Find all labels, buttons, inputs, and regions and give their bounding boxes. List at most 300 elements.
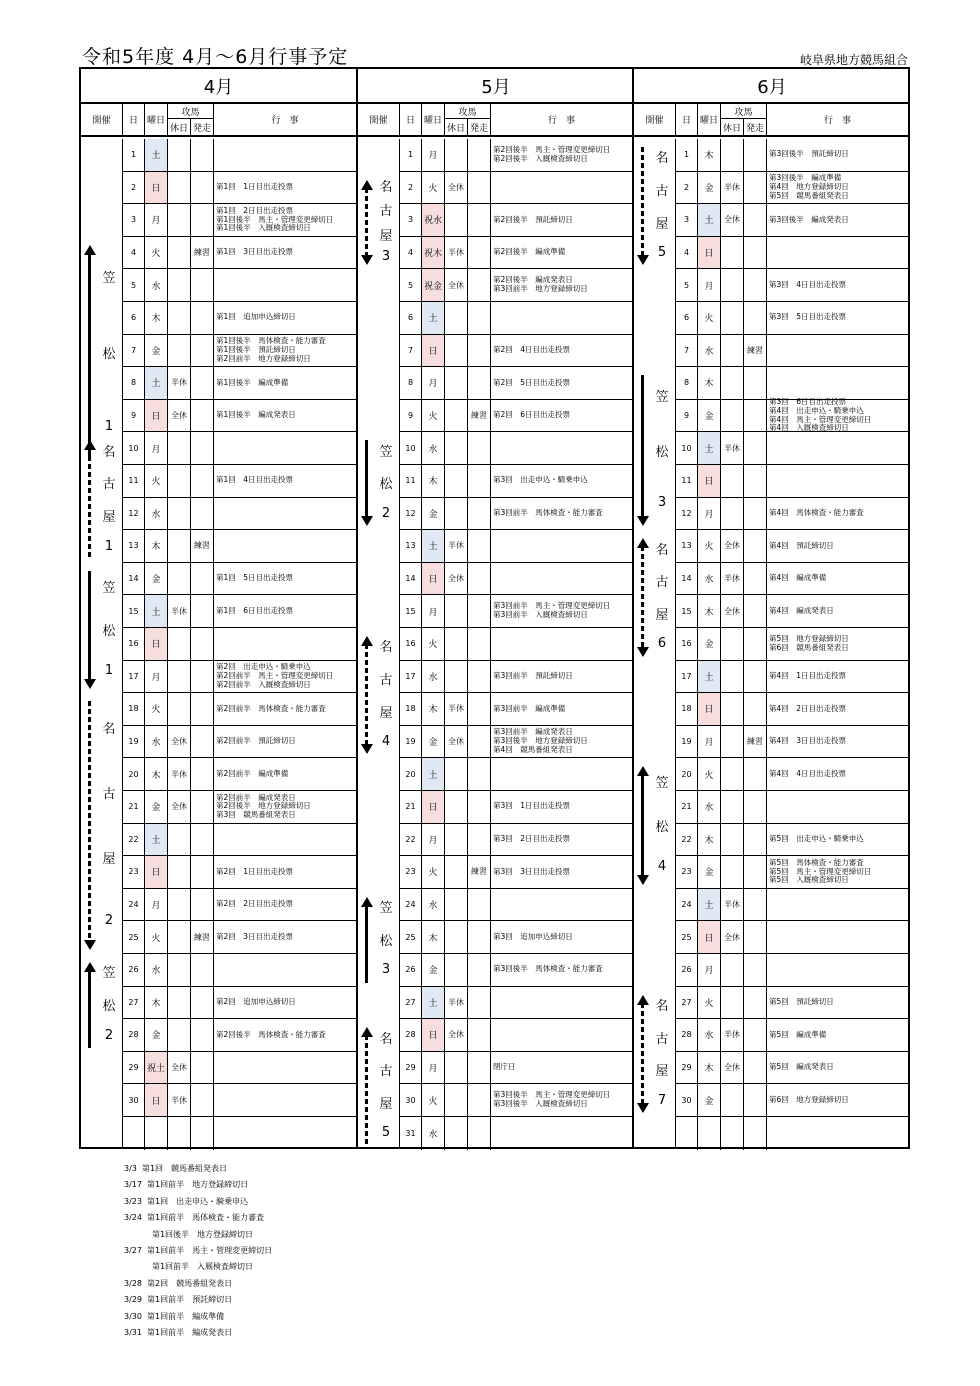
koba-kyujitsu: [721, 856, 744, 888]
schedule-row: [123, 302, 356, 335]
koba-hassou: [468, 335, 491, 367]
month-block: [81, 69, 356, 1147]
koba-kyujitsu: [721, 465, 744, 497]
schedule-row: [400, 498, 634, 531]
koba-hassou: [744, 302, 767, 334]
event-text: [767, 335, 910, 367]
koba-kyujitsu: 半休: [445, 237, 468, 269]
weekday: 日: [145, 172, 168, 204]
day-number: 17: [123, 661, 145, 693]
day-number: 8: [400, 367, 422, 399]
koba-kyujitsu: 全休: [721, 595, 744, 627]
event-text: 第5回 預託締切日: [769, 996, 834, 1006]
event-text: 第1回 3日目出走投票: [216, 247, 294, 257]
kaisai-label-char: 名: [102, 721, 116, 737]
weekday: 土: [422, 302, 445, 334]
event-text: 第3回 出走申込・騎乗申込: [493, 475, 588, 485]
schedule-row: [123, 954, 356, 987]
arrow-down-icon: [84, 940, 96, 950]
day-number: 14: [676, 563, 698, 595]
note-line: 3/30 第1回前半 編成準備: [124, 1311, 225, 1321]
day-number: 11: [676, 465, 698, 497]
day-number: 16: [676, 628, 698, 660]
koba-kyujitsu: [168, 856, 191, 888]
event-text: 第1回 6日目出走投票: [216, 605, 294, 615]
month-block: [356, 69, 634, 1147]
koba-kyujitsu: 半休: [445, 693, 468, 725]
schedule-row: [400, 367, 634, 400]
header-weekday: 曜日: [698, 104, 721, 135]
note-line: 第1回前半 入厩検査締切日: [124, 1262, 254, 1272]
schedule-row: [676, 172, 910, 205]
day-number: 7: [676, 335, 698, 367]
day-number: 5: [676, 269, 698, 301]
weekday: 水: [145, 726, 168, 758]
day-number: 9: [123, 400, 145, 432]
day-number: 25: [400, 921, 422, 953]
weekday: 木: [698, 367, 721, 399]
event-text: 第3回 1日目出走投票: [493, 801, 571, 811]
weekday: 火: [698, 758, 721, 790]
kaisai-label-char: 1: [104, 663, 114, 679]
day-number: 7: [400, 335, 422, 367]
schedule-row: [123, 530, 356, 563]
arrow-up-icon: [637, 538, 649, 548]
day-number: 4: [400, 237, 422, 269]
day-number: 24: [676, 889, 698, 921]
koba-hassou: [191, 856, 214, 888]
koba-kyujitsu: [445, 921, 468, 953]
schedule-row: [123, 1117, 356, 1150]
weekday: 日: [422, 1019, 445, 1051]
event-text: [767, 465, 910, 497]
day-number: 12: [123, 498, 145, 530]
koba-hassou: [744, 204, 767, 236]
weekday: 月: [698, 269, 721, 301]
koba-kyujitsu: [168, 693, 191, 725]
kaisai-label-char: 名: [379, 179, 393, 195]
event-text: 第3回後半 編成準備 第4回 地方登録締切日 第5回 競馬番組発表日: [769, 173, 849, 200]
kaisai-label-char: 3: [381, 962, 391, 978]
note-line: 3/27 第1回前半 馬主・管理変更締切日: [124, 1246, 273, 1256]
koba-kyujitsu: [721, 139, 744, 171]
koba-kyujitsu: 半休: [168, 367, 191, 399]
event-text: [491, 758, 634, 790]
day-number: 19: [676, 726, 698, 758]
weekday: 祝木: [422, 237, 445, 269]
weekday: 金: [145, 791, 168, 823]
koba-kyujitsu: 全休: [721, 921, 744, 953]
koba-kyujitsu: 全休: [721, 204, 744, 236]
day-number: 14: [123, 563, 145, 595]
koba-hassou: [744, 595, 767, 627]
weekday: 木: [698, 1052, 721, 1084]
koba-hassou: [191, 367, 214, 399]
day-number: 16: [123, 628, 145, 660]
koba-hassou: [191, 1052, 214, 1084]
kaisai-label-char: 笠: [102, 966, 116, 982]
schedule-row: [676, 758, 910, 791]
weekday: 月: [422, 367, 445, 399]
koba-hassou: [468, 791, 491, 823]
page-title: 令和5年度 4月～6月行事予定: [82, 46, 349, 68]
schedule-row: [676, 595, 910, 628]
day-number: 26: [400, 954, 422, 986]
weekday: 火: [145, 921, 168, 953]
koba-hassou: [191, 335, 214, 367]
event-text: [214, 824, 356, 856]
day-number: 4: [676, 237, 698, 269]
koba-hassou: [468, 530, 491, 562]
koba-kyujitsu: [168, 661, 191, 693]
kaisai-label-char: 笠: [655, 776, 669, 792]
day-number: 9: [676, 400, 698, 432]
kaisai-label-char: 笠: [102, 270, 116, 286]
schedule-row: [676, 791, 910, 824]
kaisai-label-char: 松: [102, 346, 116, 362]
koba-kyujitsu: [445, 302, 468, 334]
schedule-row: [400, 139, 634, 172]
koba-hassou: [191, 563, 214, 595]
note-line: 3/31 第1回前半 編成発表日: [124, 1328, 233, 1338]
kaisai-label-char: 笠: [102, 580, 116, 596]
weekday: 日: [145, 628, 168, 660]
koba-kyujitsu: [721, 987, 744, 1019]
event-text: [767, 889, 910, 921]
event-text: [767, 921, 910, 953]
arrow-down-icon: [637, 255, 649, 265]
event-text: 第2回 出走申込・騎乗申込 第2回前半 馬主・管理変更締切日 第2回前半 入厩検査締切日: [216, 662, 334, 689]
event-text: [767, 791, 910, 823]
schedule-row: [676, 498, 910, 531]
month-block: [632, 69, 910, 1147]
kaisai-label-char: 屋: [102, 852, 116, 868]
schedule-row: [400, 400, 634, 433]
koba-kyujitsu: [168, 530, 191, 562]
header-event: 行 事: [271, 116, 299, 126]
schedule-row: [400, 758, 634, 791]
day-number: 21: [676, 791, 698, 823]
kaisai-label-char: 松: [379, 933, 393, 949]
kaisai-label-char: 笠: [379, 444, 393, 460]
koba-kyujitsu: [168, 1019, 191, 1051]
koba-kyujitsu: [445, 139, 468, 171]
header-koba: 攻馬: [721, 104, 767, 119]
event-text: 第1回 2日目出走投票 第1回後半 馬主・管理変更締切日 第1回後半 入厩検査締切日: [216, 205, 334, 233]
weekday: 金: [698, 856, 721, 888]
weekday: 月: [698, 498, 721, 530]
koba-hassou: [191, 1019, 214, 1051]
kaisai-label-char: 4: [381, 734, 391, 750]
koba-hassou: [468, 139, 491, 171]
koba-kyujitsu: [445, 758, 468, 790]
koba-hassou: [191, 889, 214, 921]
koba-kyujitsu: [721, 1084, 744, 1116]
arrow-up-icon: [84, 962, 96, 972]
weekday: 土: [422, 530, 445, 562]
koba-hassou: [191, 432, 214, 464]
weekday: 金: [145, 1019, 168, 1051]
event-text: 第3回前半 編成準備: [493, 703, 566, 713]
header-weekday: 曜日: [422, 104, 445, 135]
event-text: [214, 1084, 356, 1116]
weekday: 金: [698, 1084, 721, 1116]
day-number: 2: [400, 172, 422, 204]
kaisai-label-char: 屋: [655, 1064, 669, 1080]
weekday: 日: [698, 465, 721, 497]
header-kaisai: 開催: [81, 104, 123, 135]
kaisai-label-char: 屋: [655, 607, 669, 623]
kaisai-label-char: 古: [379, 672, 393, 688]
schedule-row: [676, 921, 910, 954]
event-text: [767, 367, 910, 399]
event-text: 第4回 2日目出走投票: [769, 703, 847, 713]
event-text: 第4回 馬体検査・能力審査: [769, 507, 864, 517]
koba-hassou: 練習: [191, 530, 214, 562]
koba-kyujitsu: 全休: [721, 530, 744, 562]
event-text: 第2回前半 預託締切日: [216, 736, 296, 746]
event-text: [214, 269, 356, 301]
event-text: 第5回 地方登録締切日 第6回 競馬番組発表日: [769, 634, 849, 652]
weekday: 祝水: [422, 204, 445, 236]
event-text: 第4回 編成準備: [769, 573, 827, 583]
event-text: 第5回 編成発表日: [769, 1062, 834, 1072]
weekday: 木: [145, 530, 168, 562]
koba-kyujitsu: 全休: [721, 1052, 744, 1084]
day-number: 26: [123, 954, 145, 986]
event-text: 第3回 2日目出走投票: [493, 833, 571, 843]
event-text: [767, 432, 910, 464]
koba-hassou: [468, 954, 491, 986]
arrow-down-icon: [361, 744, 373, 754]
koba-hassou: [468, 628, 491, 660]
schedule-row: [400, 172, 634, 205]
koba-hassou: [468, 367, 491, 399]
event-text: 第2回 3日目出走投票: [216, 931, 294, 941]
day-number: 3: [400, 204, 422, 236]
header-event: 行 事: [547, 116, 575, 126]
koba-kyujitsu: [721, 954, 744, 986]
schedule-row: [400, 856, 634, 889]
day-number: 26: [676, 954, 698, 986]
kaisai-range-line: [641, 1003, 644, 1105]
schedule-row: [400, 693, 634, 726]
koba-kyujitsu: [445, 400, 468, 432]
kaisai-range-line: [365, 905, 368, 983]
event-text: 第3回前半 預託締切日: [493, 670, 573, 680]
day-number: 13: [123, 530, 145, 562]
koba-hassou: [191, 172, 214, 204]
weekday: 木: [422, 693, 445, 725]
event-text: [214, 432, 356, 464]
day-number: 15: [123, 595, 145, 627]
weekday: 月: [422, 139, 445, 171]
schedule-row: [400, 302, 634, 335]
day-number: 10: [123, 432, 145, 464]
event-text: [767, 1117, 910, 1150]
kaisai-label-char: 松: [379, 477, 393, 493]
koba-hassou: [744, 758, 767, 790]
day-number: 13: [676, 530, 698, 562]
schedule-row: [123, 595, 356, 628]
day-number: 29: [123, 1052, 145, 1084]
schedule-row: [123, 400, 356, 433]
kaisai-label-char: 古: [655, 575, 669, 591]
koba-hassou: [191, 1084, 214, 1116]
schedule-row: [676, 432, 910, 465]
kaisai-label-char: 笠: [379, 901, 393, 917]
organization-name: 岐阜県地方競馬組合: [799, 53, 908, 67]
schedule-row: [123, 367, 356, 400]
schedule-row: [123, 661, 356, 694]
month-name: 6月: [634, 69, 910, 104]
arrow-down-icon: [361, 516, 373, 526]
schedule-row: [400, 204, 634, 237]
weekday: 祝土: [145, 1052, 168, 1084]
day-number: 20: [400, 758, 422, 790]
koba-hassou: [744, 1052, 767, 1084]
event-text: [214, 628, 356, 660]
weekday: 火: [145, 465, 168, 497]
header-hassou: 発走: [468, 119, 491, 135]
kaisai-label-char: 名: [655, 542, 669, 558]
day-number: 31: [400, 1117, 422, 1150]
event-text: 第2回前半 編成準備: [216, 768, 289, 778]
schedule-row: [123, 563, 356, 596]
koba-hassou: [468, 595, 491, 627]
event-text: [491, 987, 634, 1019]
event-text: 第1回後半 編成準備: [216, 377, 289, 387]
day-number: 3: [676, 204, 698, 236]
event-text: [214, 139, 356, 171]
event-text: 第5回 馬体検査・能力審査 第5回 馬主・管理変更締切日 第5回 入厩検査締切日: [769, 857, 872, 885]
event-text: 第4回 編成発表日: [769, 605, 834, 615]
koba-kyujitsu: 全休: [445, 726, 468, 758]
schedule-row: [123, 726, 356, 759]
schedule-row: [676, 465, 910, 498]
event-text: 第2回前半 馬体検査・能力審査: [216, 703, 326, 713]
koba-kyujitsu: [168, 335, 191, 367]
header-day: 日: [400, 104, 422, 135]
koba-kyujitsu: [445, 628, 468, 660]
weekday: 金: [422, 498, 445, 530]
day-number: 29: [400, 1052, 422, 1084]
event-text: 第3回 5日目出走投票: [769, 312, 847, 322]
note-line: 第1回後半 地方登録締切日: [124, 1229, 254, 1239]
koba-kyujitsu: 半休: [721, 432, 744, 464]
event-text: 第2回 2日目出走投票: [216, 899, 294, 909]
arrow-up-icon: [637, 766, 649, 776]
weekday: 月: [422, 595, 445, 627]
event-text: 第2回後半 預託締切日: [493, 214, 573, 224]
koba-hassou: [191, 595, 214, 627]
schedule-row: [123, 921, 356, 954]
day-number: 25: [676, 921, 698, 953]
weekday: 土: [698, 432, 721, 464]
weekday: 土: [145, 139, 168, 171]
day-number: 15: [400, 595, 422, 627]
koba-hassou: [468, 302, 491, 334]
kaisai-label-char: 屋: [379, 1096, 393, 1112]
schedule-table: [79, 67, 910, 1149]
koba-kyujitsu: [445, 954, 468, 986]
schedule-row: [123, 758, 356, 791]
koba-hassou: [468, 1117, 491, 1150]
weekday: 水: [422, 889, 445, 921]
koba-hassou: [744, 661, 767, 693]
weekday: 土: [145, 824, 168, 856]
schedule-row: [400, 465, 634, 498]
weekday: 水: [422, 1117, 445, 1150]
weekday: 日: [422, 335, 445, 367]
weekday: 金: [698, 172, 721, 204]
arrow-down-icon: [361, 255, 373, 265]
kaisai-label-char: 屋: [379, 228, 393, 244]
koba-hassou: [191, 269, 214, 301]
koba-hassou: [191, 139, 214, 171]
event-text: [491, 530, 634, 562]
koba-kyujitsu: [168, 139, 191, 171]
schedule-row: [676, 661, 910, 694]
event-text: [491, 889, 634, 921]
day-number: 22: [676, 824, 698, 856]
koba-hassou: [191, 824, 214, 856]
kaisai-label-char: 笠: [655, 390, 669, 406]
schedule-row: [400, 563, 634, 596]
event-text: 第2回 1日目出走投票: [216, 866, 294, 876]
kaisai-range-line: [365, 440, 368, 518]
schedule-row: [400, 335, 634, 368]
arrow-down-icon: [84, 679, 96, 689]
event-text: [214, 498, 356, 530]
day-number: 10: [400, 432, 422, 464]
day-number: 11: [400, 465, 422, 497]
day-number: 5: [400, 269, 422, 301]
schedule-row: [400, 661, 634, 694]
day-number: 20: [123, 758, 145, 790]
weekday: 木: [422, 465, 445, 497]
schedule-row: [676, 335, 910, 368]
weekday: 火: [422, 400, 445, 432]
day-number: 12: [676, 498, 698, 530]
day-number: [123, 1117, 145, 1150]
event-text: 第4回 1日目出走投票: [769, 670, 847, 680]
event-text: 第3回後半 編成発表日: [769, 214, 849, 224]
koba-hassou: [744, 628, 767, 660]
schedule-row: [123, 498, 356, 531]
koba-kyujitsu: [168, 237, 191, 269]
kaisai-range-line: [88, 253, 91, 461]
koba-hassou: [468, 693, 491, 725]
koba-hassou: [744, 1019, 767, 1051]
schedule-row: [400, 595, 634, 628]
weekday: 水: [145, 498, 168, 530]
schedule-row: [676, 237, 910, 270]
koba-kyujitsu: 半休: [721, 563, 744, 595]
koba-hassou: [468, 498, 491, 530]
weekday: 水: [422, 432, 445, 464]
koba-hassou: [744, 432, 767, 464]
koba-kyujitsu: [721, 791, 744, 823]
schedule-row: [123, 1019, 356, 1052]
day-number: 18: [400, 693, 422, 725]
event-text: [491, 1117, 634, 1150]
koba-hassou: [468, 661, 491, 693]
koba-hassou: [191, 400, 214, 432]
koba-hassou: [744, 1117, 767, 1150]
day-number: 23: [123, 856, 145, 888]
koba-kyujitsu: [721, 824, 744, 856]
